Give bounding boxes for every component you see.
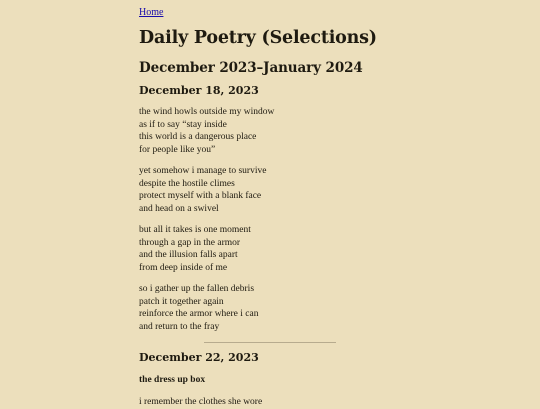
poem-line: so i gather up the fallen debris (139, 284, 255, 294)
entry-date: December 22, 2023 (139, 351, 259, 364)
poem-line: this world is a dangerous place (139, 132, 257, 142)
poem-line: through a gap in the armor (139, 237, 241, 248)
poem-title: the dress up box (139, 375, 206, 385)
home-link[interactable]: Home (139, 7, 164, 18)
entry-date: December 18, 2023 (139, 84, 259, 97)
poem-line: yet somehow i manage to survive (139, 166, 267, 176)
poem-stanza (139, 165, 266, 215)
poem-line: the wind howls outside my window (139, 107, 275, 117)
poem-stanza (139, 224, 251, 274)
poem-line: protect myself with a blank face (139, 191, 262, 201)
poem-stanza (139, 106, 274, 156)
poem-line: patch it together again (139, 296, 224, 307)
poem-line: from deep inside of me (139, 262, 228, 273)
poem-line: for people like you” (139, 144, 216, 155)
poem-line: despite the hostile climes (139, 178, 235, 189)
entry-divider (204, 342, 336, 343)
poem-line: but all it takes is one moment (139, 225, 251, 235)
poem-stanza (139, 283, 258, 333)
poem-line: and the illusion falls apart (139, 250, 238, 260)
poem-line: and return to the fray (139, 321, 220, 332)
poem-line: and head on a swivel (139, 203, 219, 214)
poem-line: reinforce the armor where i can (139, 309, 259, 319)
poem-line: i remember the clothes she wore (139, 397, 263, 407)
site-title: Daily Poetry (Selections) (139, 28, 377, 48)
poem-line: as if to say “stay inside (139, 119, 227, 130)
poem-stanza (139, 396, 262, 409)
date-range-heading: December 2023–January 2024 (139, 60, 363, 76)
